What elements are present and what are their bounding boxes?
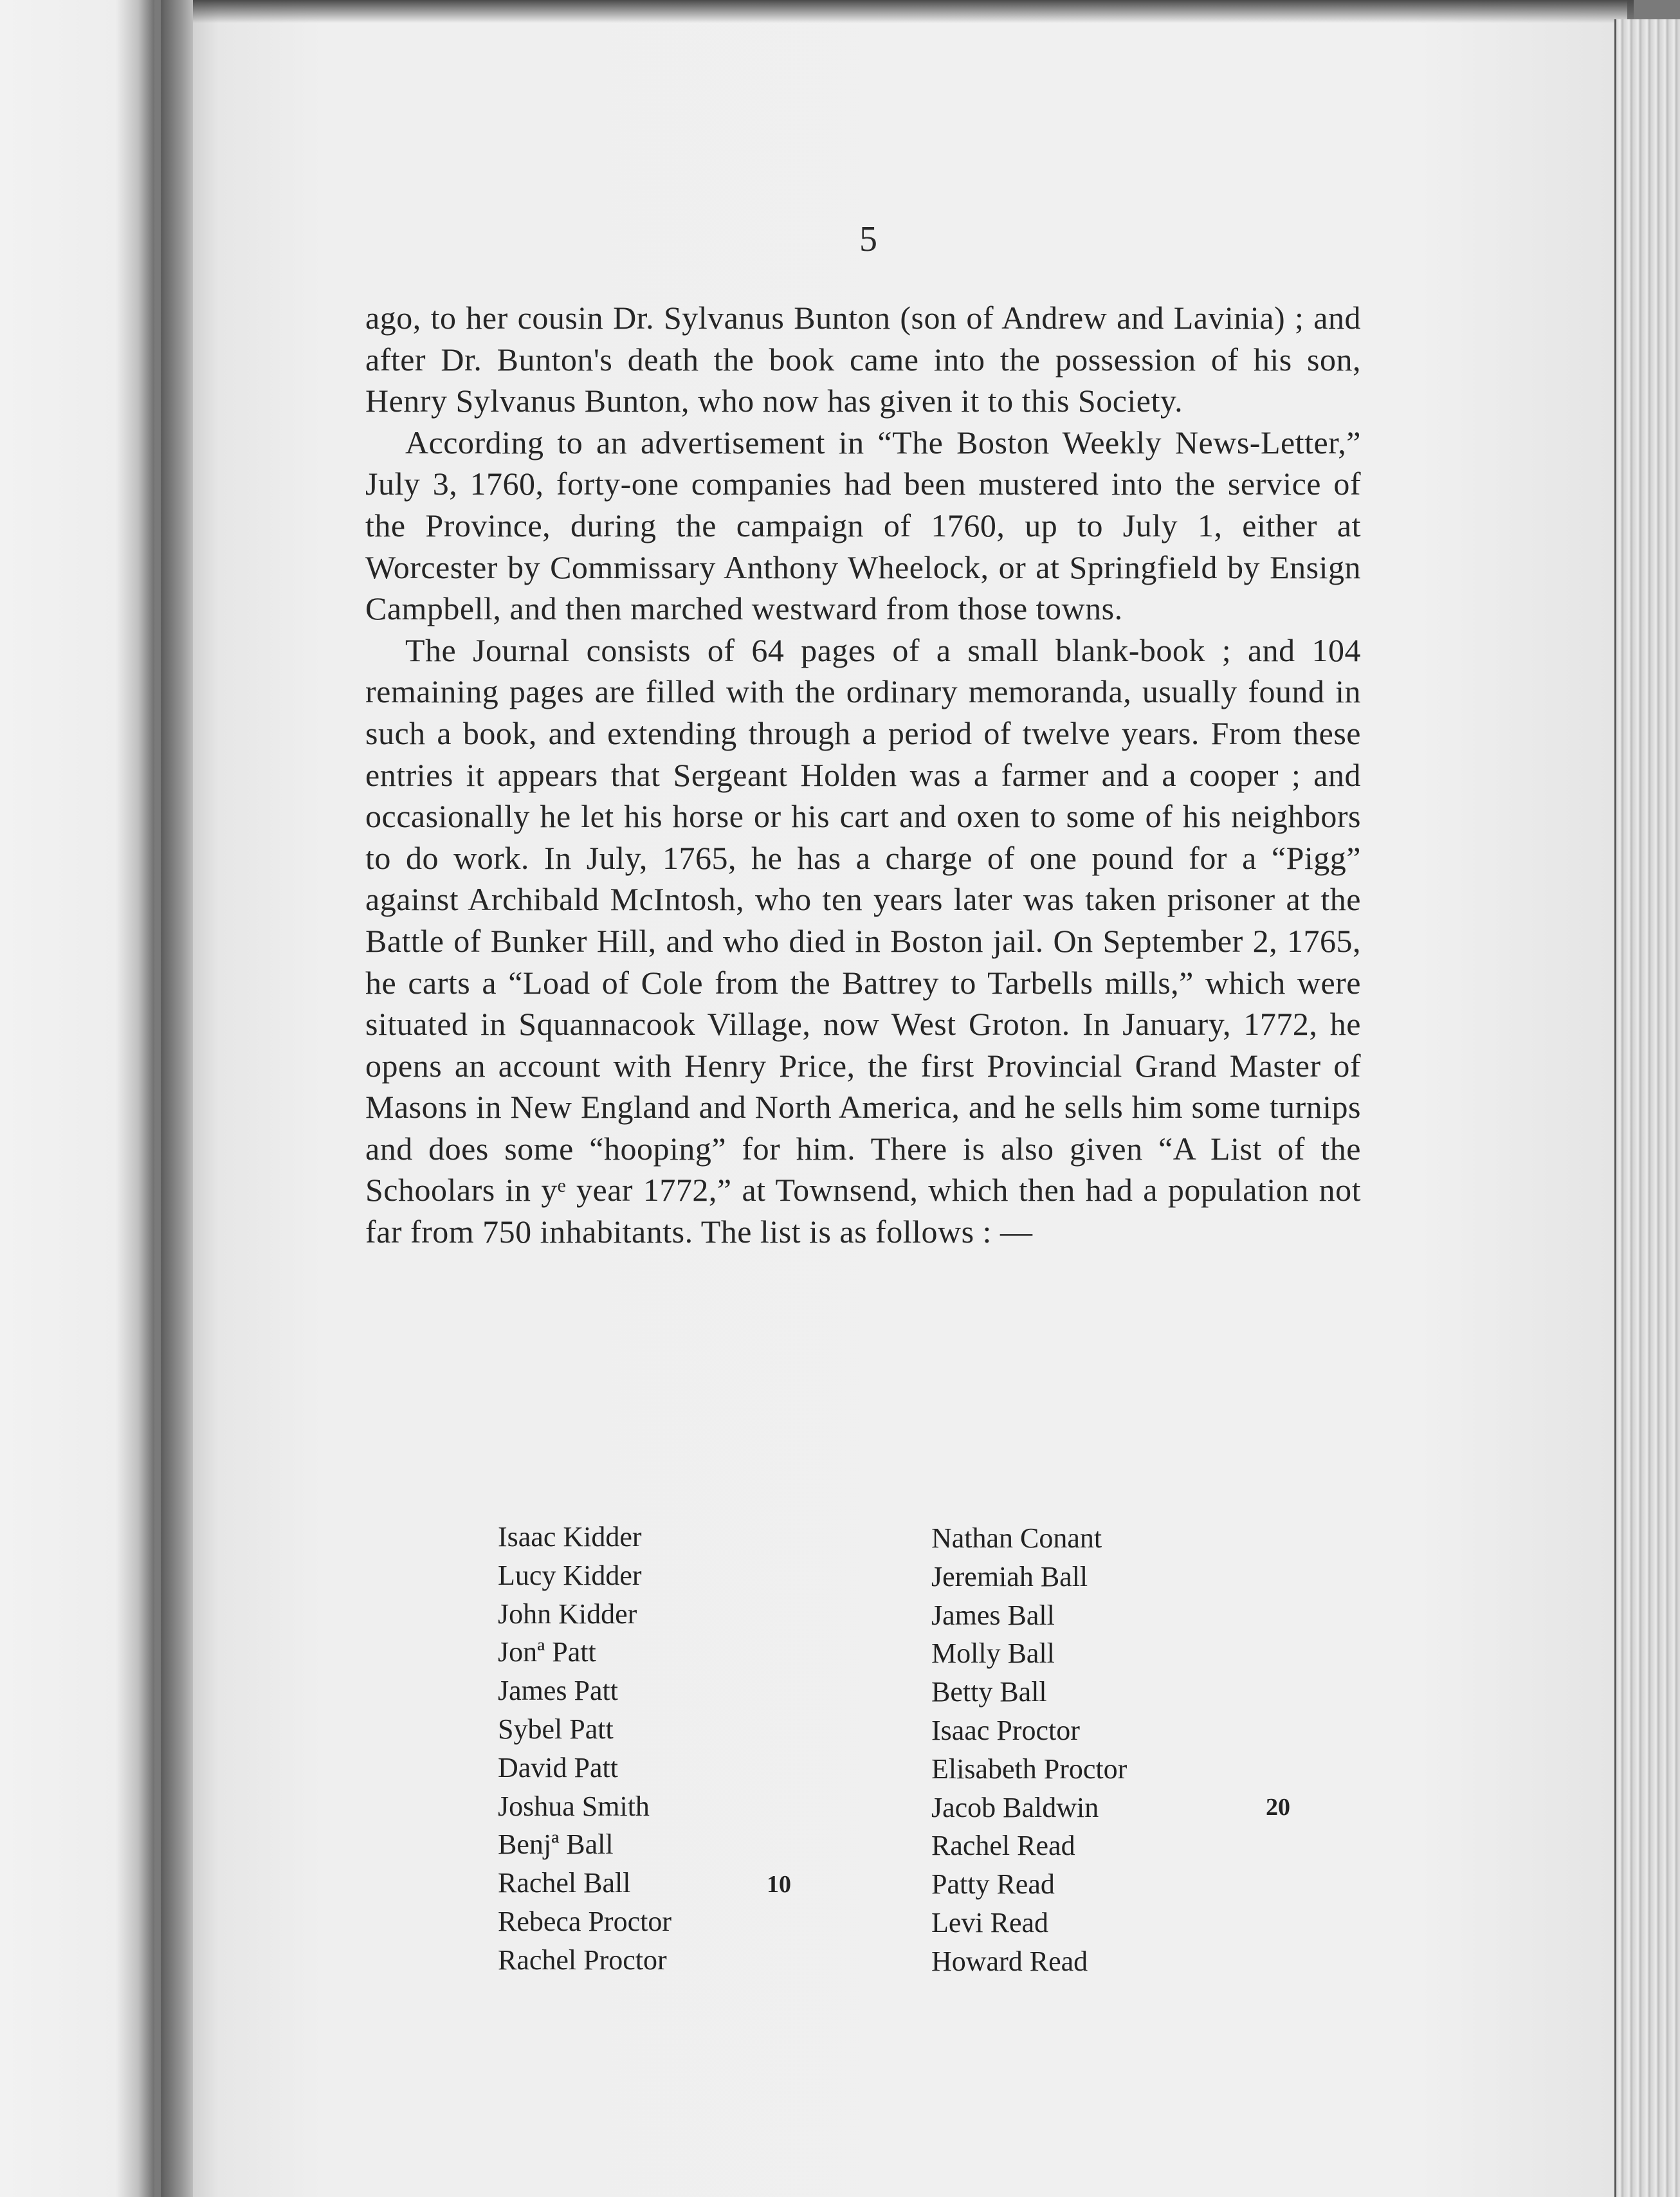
list-item: David Patt	[498, 1751, 618, 1783]
list-item: Jonª Patt	[498, 1636, 596, 1668]
list-item: Benjª Ball	[498, 1828, 614, 1861]
list-item: Rebeca Proctor	[498, 1905, 671, 1937]
list-item: Elisabeth Proctor	[931, 1753, 1128, 1785]
list-item: Joshua Smith	[498, 1790, 650, 1822]
page-top-shadow	[193, 0, 1634, 23]
body-text	[365, 297, 1361, 1253]
list-item: Jeremiah Ball	[931, 1560, 1088, 1592]
facing-page-edge	[0, 0, 154, 2197]
page-number: 5	[859, 219, 877, 259]
paragraph: The Journal consists of 64 pages of a small blank-book ; and 104 remaining pages are filled with the ordinary memoranda, usually found in such a book, and extending through a period of twelve years. From these entries it appears that Sergeant Holden was a farmer and a cooper ; and occasionally he let his horse or his cart and oxen to some of his neighbors to do work. In July, 1765, he has a charge of one pound for a “Pigg” against Archibald McIntosh, who ten years later was taken prisoner at the Battle of Bunker Hill, and who died in Boston jail. On September 2, 1765, he carts a “Load of Cole from the Battrey to Tarbells mills,” which were situated in Squannacook Village, now West Groton. In January, 1772, he opens an account with Henry Price, the first Provincial Grand Master of Masons in New England and North America, and he sells him some turnips and does some “hooping” for him. There is also given “A List of the Schoolars in yᵉ year 1772,” at Townsend, which then had a population not far from 750 inhabitants. The list is as follows : —	[365, 632, 1361, 1250]
list-item: Patty Read	[931, 1868, 1055, 1901]
list-item: Sybel Patt	[498, 1713, 614, 1745]
list-item: Rachel Ball	[498, 1867, 631, 1899]
list-item: Isaac Kidder	[498, 1521, 642, 1553]
list-item: Levi Read	[931, 1906, 1049, 1938]
list-item: Lucy Kidder	[498, 1559, 642, 1591]
list-item: Isaac Proctor	[931, 1714, 1080, 1746]
list-item: Rachel Proctor	[498, 1944, 667, 1976]
scholar-list-right	[931, 1519, 1127, 1981]
count-marker-right: 20	[1266, 1794, 1290, 1821]
list-item: Jacob Baldwin	[931, 1791, 1099, 1823]
list-item: Rachel Read	[931, 1830, 1075, 1862]
list-item: Molly Ball	[931, 1637, 1055, 1670]
list-item: Betty Ball	[931, 1676, 1047, 1708]
page-stack-edges	[1614, 19, 1680, 2197]
list-item: James Ball	[931, 1599, 1055, 1631]
list-item: John Kidder	[498, 1598, 637, 1630]
list-item: Howard Read	[931, 1945, 1088, 1977]
paragraph: According to an advertisement in “The Boston Weekly News-Letter,” July 3, 1760, forty-one companies had been mustered into the service of the Province, during the campaign of 1760, up to July 1, either at Worcester by Commissary Anthony Wheelock, or at Springfield by Ensign Campbell, and then marched westward from those towns.	[365, 424, 1361, 627]
scholar-list-left	[498, 1518, 671, 1980]
count-marker-left: 10	[767, 1871, 791, 1898]
list-item: Nathan Conant	[931, 1522, 1102, 1554]
paragraph: ago, to her cousin Dr. Sylvanus Bunton (son of Andrew and Lavinia) ; and after Dr. Bunton's death the book came into the possession of his son, Henry Sylvanus Bunton, who now has given it to this Society.	[365, 300, 1361, 419]
list-item: James Patt	[498, 1675, 618, 1707]
